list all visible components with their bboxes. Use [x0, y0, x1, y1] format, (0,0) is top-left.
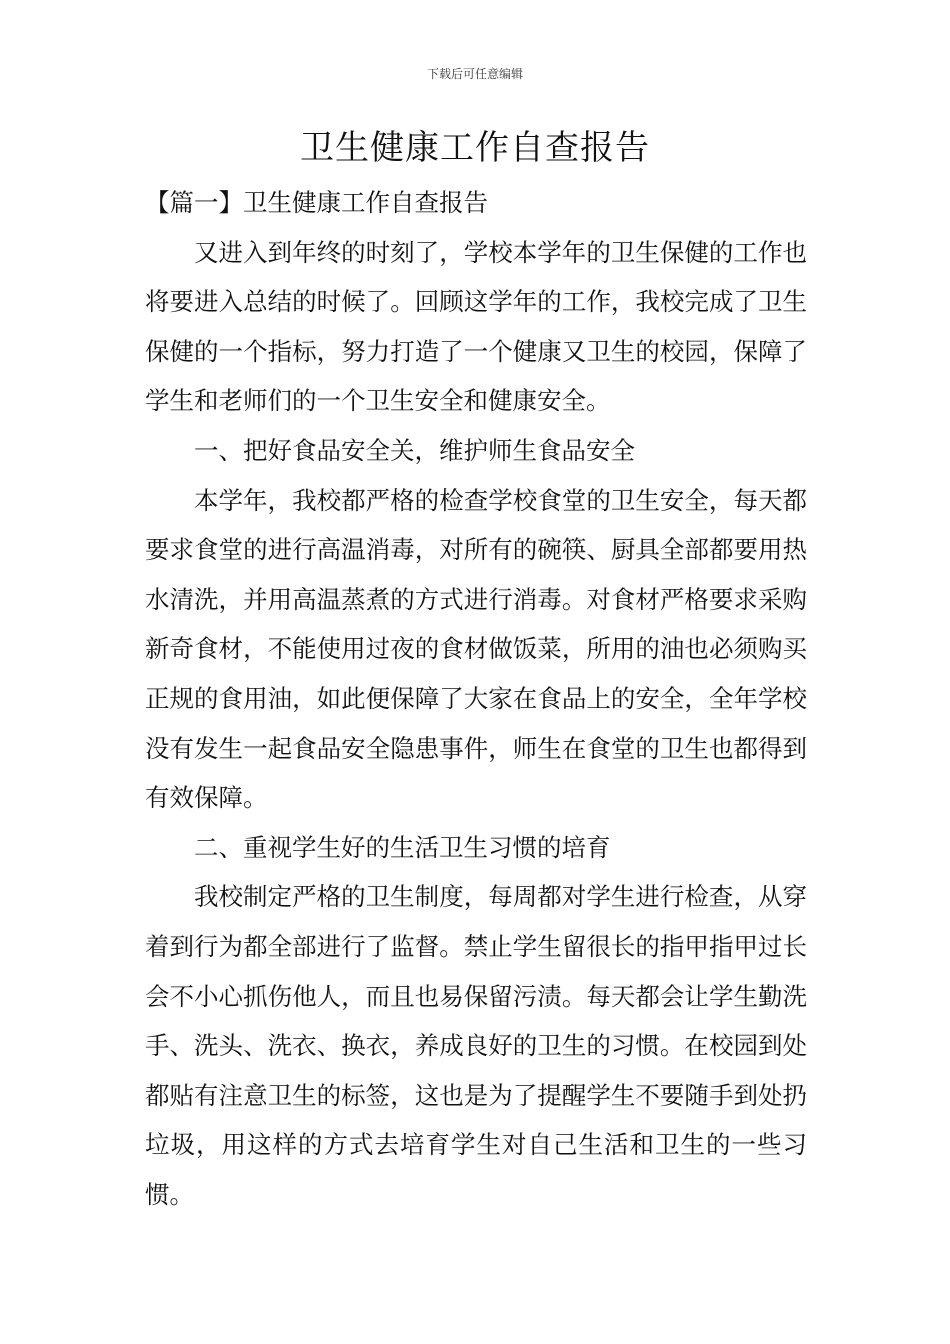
paragraph-food-safety: 本学年，我校都严格的检查学校食堂的卫生安全，每天都要求食堂的进行高温消毒，对所有的碗筷、厨具全部都要用热水清洗，并用高温蒸煮的方式进行消毒。对食材严格要求采购新奇食材，不能使用过夜的食材做饭菜，所用的油也必须购买正规的食用油，如此便保障了大家在食品上的安全，全年学校没有发生一起食品安全隐患事件，师生在食堂的卫生也都得到有效保障。 — [145, 485, 807, 813]
section-label: 【篇一】卫生健康工作自查报告 — [145, 188, 488, 217]
paragraph-hygiene-habits: 我校制定严格的卫生制度，每周都对学生进行检查，从穿着到行为都全部进行了监督。禁止学生留很长的指甲指甲过长会不小心抓伤他人，而且也易保留污渍。每天都会让学生勤洗手、洗头、洗衣、换衣，养成良好的卫生的习惯。在校园到处都贴有注意卫生的标签，这也是为了提醒学生不要随手到处扔垃圾，用这样的方式去培育学生对自己生活和卫生的一些习惯。 — [145, 882, 807, 1209]
heading-hygiene-habits: 二、重视学生好的生活卫生习惯的培育 — [194, 832, 611, 862]
paragraph-intro: 又进入到年终的时刻了，学校本学年的卫生保健的工作也将要进入总结的时候了。回顾这学年的工作，我校完成了卫生保健的一个指标，努力打造了一个健康又卫生的校园，保障了学生和老师们的一个卫生安全和健康安全。 — [145, 237, 807, 416]
heading-food-safety: 一、把好食品安全关，维护师生食品安全 — [194, 435, 635, 465]
document-body — [145, 178, 807, 1219]
document-title: 卫生健康工作自查报告 — [300, 128, 650, 168]
page-header-note: 下载后可任意编辑 — [426, 67, 523, 81]
